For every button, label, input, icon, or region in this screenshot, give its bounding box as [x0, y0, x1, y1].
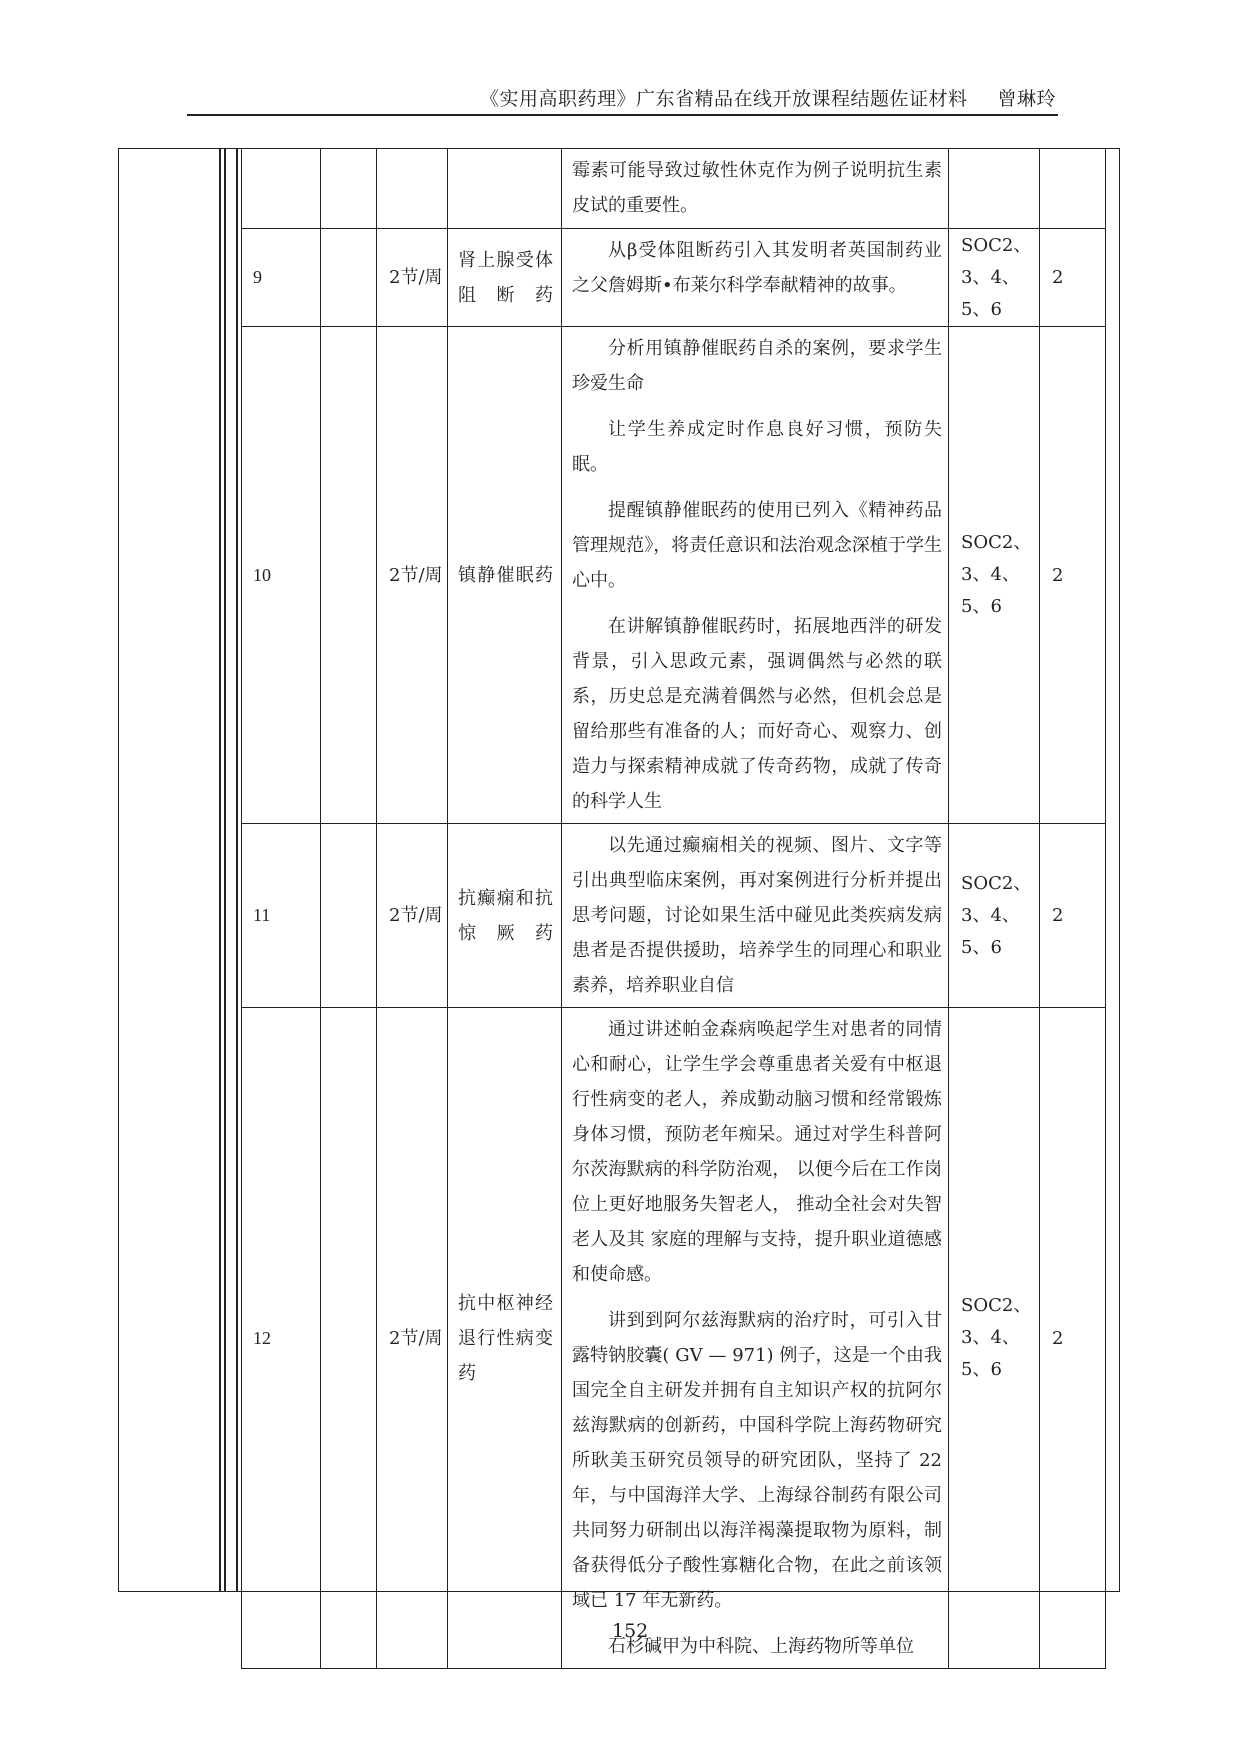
content-cell: [562, 824, 949, 1008]
content-paragraph: 石杉碱甲为中科院、上海药物所等单位: [608, 1636, 914, 1657]
frame-divider-inner: [236, 148, 238, 1592]
row-number: 12: [242, 1008, 321, 1669]
content-cell: [562, 149, 949, 229]
header-author: 曾琳玲: [997, 88, 1056, 110]
content-paragraph: 讲到到阿尔兹海默病的治疗时，可引入甘露特钠胶囊( GV — 971) 例子，这是一个由我国完全自主研发并拥有自主知识产权的抗阿尔兹海默病的创新药，中国科学院上海药物研究所耿美玉研究员领导的研究团队，坚持了 22 年，与中国海洋大学、上海绿谷制药有限公司共同努力研制出以海洋褐藻提取物为原料，制备获得低分子酸性寡糖化合物，在此之前该领域已 17 年无新药。: [572, 1310, 942, 1611]
page-number: 152: [612, 1620, 649, 1642]
row-number: 9: [242, 229, 321, 327]
topic-cell: 抗癫痫和抗惊厥药: [448, 824, 562, 1008]
table-row: [242, 824, 1106, 1008]
topic-cell: 肾上腺受体阻断药: [448, 229, 562, 327]
topic-cell: 抗中枢神经退行性病变药: [448, 1008, 562, 1669]
hours-cell: 2节/周: [377, 327, 448, 824]
header-rule: [187, 114, 1058, 116]
content-paragraph: 让学生养成定时作息良好习惯，预防失眠。: [572, 419, 942, 475]
soc-cell: SOC2、3、4、5、6: [949, 327, 1040, 824]
blank-cell: [321, 824, 377, 1008]
header-title: 《实用高职药理》广东省精品在线开放课程结题佐证材料: [479, 88, 968, 110]
table-row: [242, 229, 1106, 327]
blank-cell: [321, 327, 377, 824]
blank-cell: [321, 149, 377, 229]
running-header: [480, 84, 1056, 111]
credit-cell: 2: [1040, 824, 1106, 1008]
credit-cell: 2: [1040, 1008, 1106, 1669]
content-cell: [562, 229, 949, 327]
content-paragraph: 在讲解镇静催眠药时，拓展地西泮的研发背景，引入思政元素，强调偶然与必然的联系，历史总是充满着偶然与必然，但机会总是留给那些有准备的人；而好奇心、观察力、创造力与探索精神成就了传奇药物，成就了传奇的科学人生: [572, 616, 942, 812]
hours-cell: 2节/周: [377, 1008, 448, 1669]
content-paragraph: 以先通过癫痫相关的视频、图片、文字等引出典型临床案例，再对案例进行分析并提出思考问题，讨论如果生活中碰见此类疾病发病患者是否提供援助，培养学生的同理心和职业素养，培养职业自信: [572, 835, 942, 996]
table-row: [242, 1008, 1106, 1669]
credit-cell: 2: [1040, 327, 1106, 824]
hours-cell: [377, 149, 448, 229]
content-paragraph: 霉素可能导致过敏性休克作为例子说明抗生素皮试的重要性。: [572, 160, 942, 216]
content-paragraph: 通过讲述帕金森病唤起学生对患者的同情心和耐心，让学生学会尊重患者关爱有中枢退行性病变的老人，养成勤动脑习惯和经常锻炼身体习惯，预防老年痴呆。通过对学生科普阿尔茨海默病的科学防治观， 以便今后在工作岗位上更好地服务失智老人， 推动全社会对失智老人及其 家庭的理解与支持，提升职业道德感和使命感。: [572, 1019, 942, 1285]
soc-cell: [949, 149, 1040, 229]
course-table: [241, 148, 1106, 1669]
soc-cell: SOC2、3、4、5、6: [949, 229, 1040, 327]
hours-cell: 2节/周: [377, 229, 448, 327]
frame-divider-left-double: [224, 148, 226, 1592]
topic-cell: 镇静催眠药: [448, 327, 562, 824]
blank-cell: [321, 229, 377, 327]
table-row: [242, 327, 1106, 824]
row-number: [242, 149, 321, 229]
credit-cell: 2: [1040, 229, 1106, 327]
row-number: 11: [242, 824, 321, 1008]
hours-cell: 2节/周: [377, 824, 448, 1008]
content-paragraph: 提醒镇静催眠药的使用已列入《精神药品管理规范》，将责任意识和法治观念深植于学生心中。: [572, 500, 942, 591]
content-paragraph: 从β受体阻断药引入其发明者英国制药业之父詹姆斯•布莱尔科学奉献精神的故事。: [572, 240, 942, 296]
content-cell: [562, 1008, 949, 1669]
content-paragraph: 分析用镇静催眠药自杀的案例，要求学生珍爱生命: [572, 338, 942, 394]
soc-cell: SOC2、3、4、5、6: [949, 824, 1040, 1008]
topic-cell: [448, 149, 562, 229]
frame-divider-left: [219, 148, 221, 1592]
content-cell: [562, 327, 949, 824]
table-row: [242, 149, 1106, 229]
soc-cell: SOC2、3、4、5、6: [949, 1008, 1040, 1669]
credit-cell: [1040, 149, 1106, 229]
blank-cell: [321, 1008, 377, 1669]
row-number: 10: [242, 327, 321, 824]
